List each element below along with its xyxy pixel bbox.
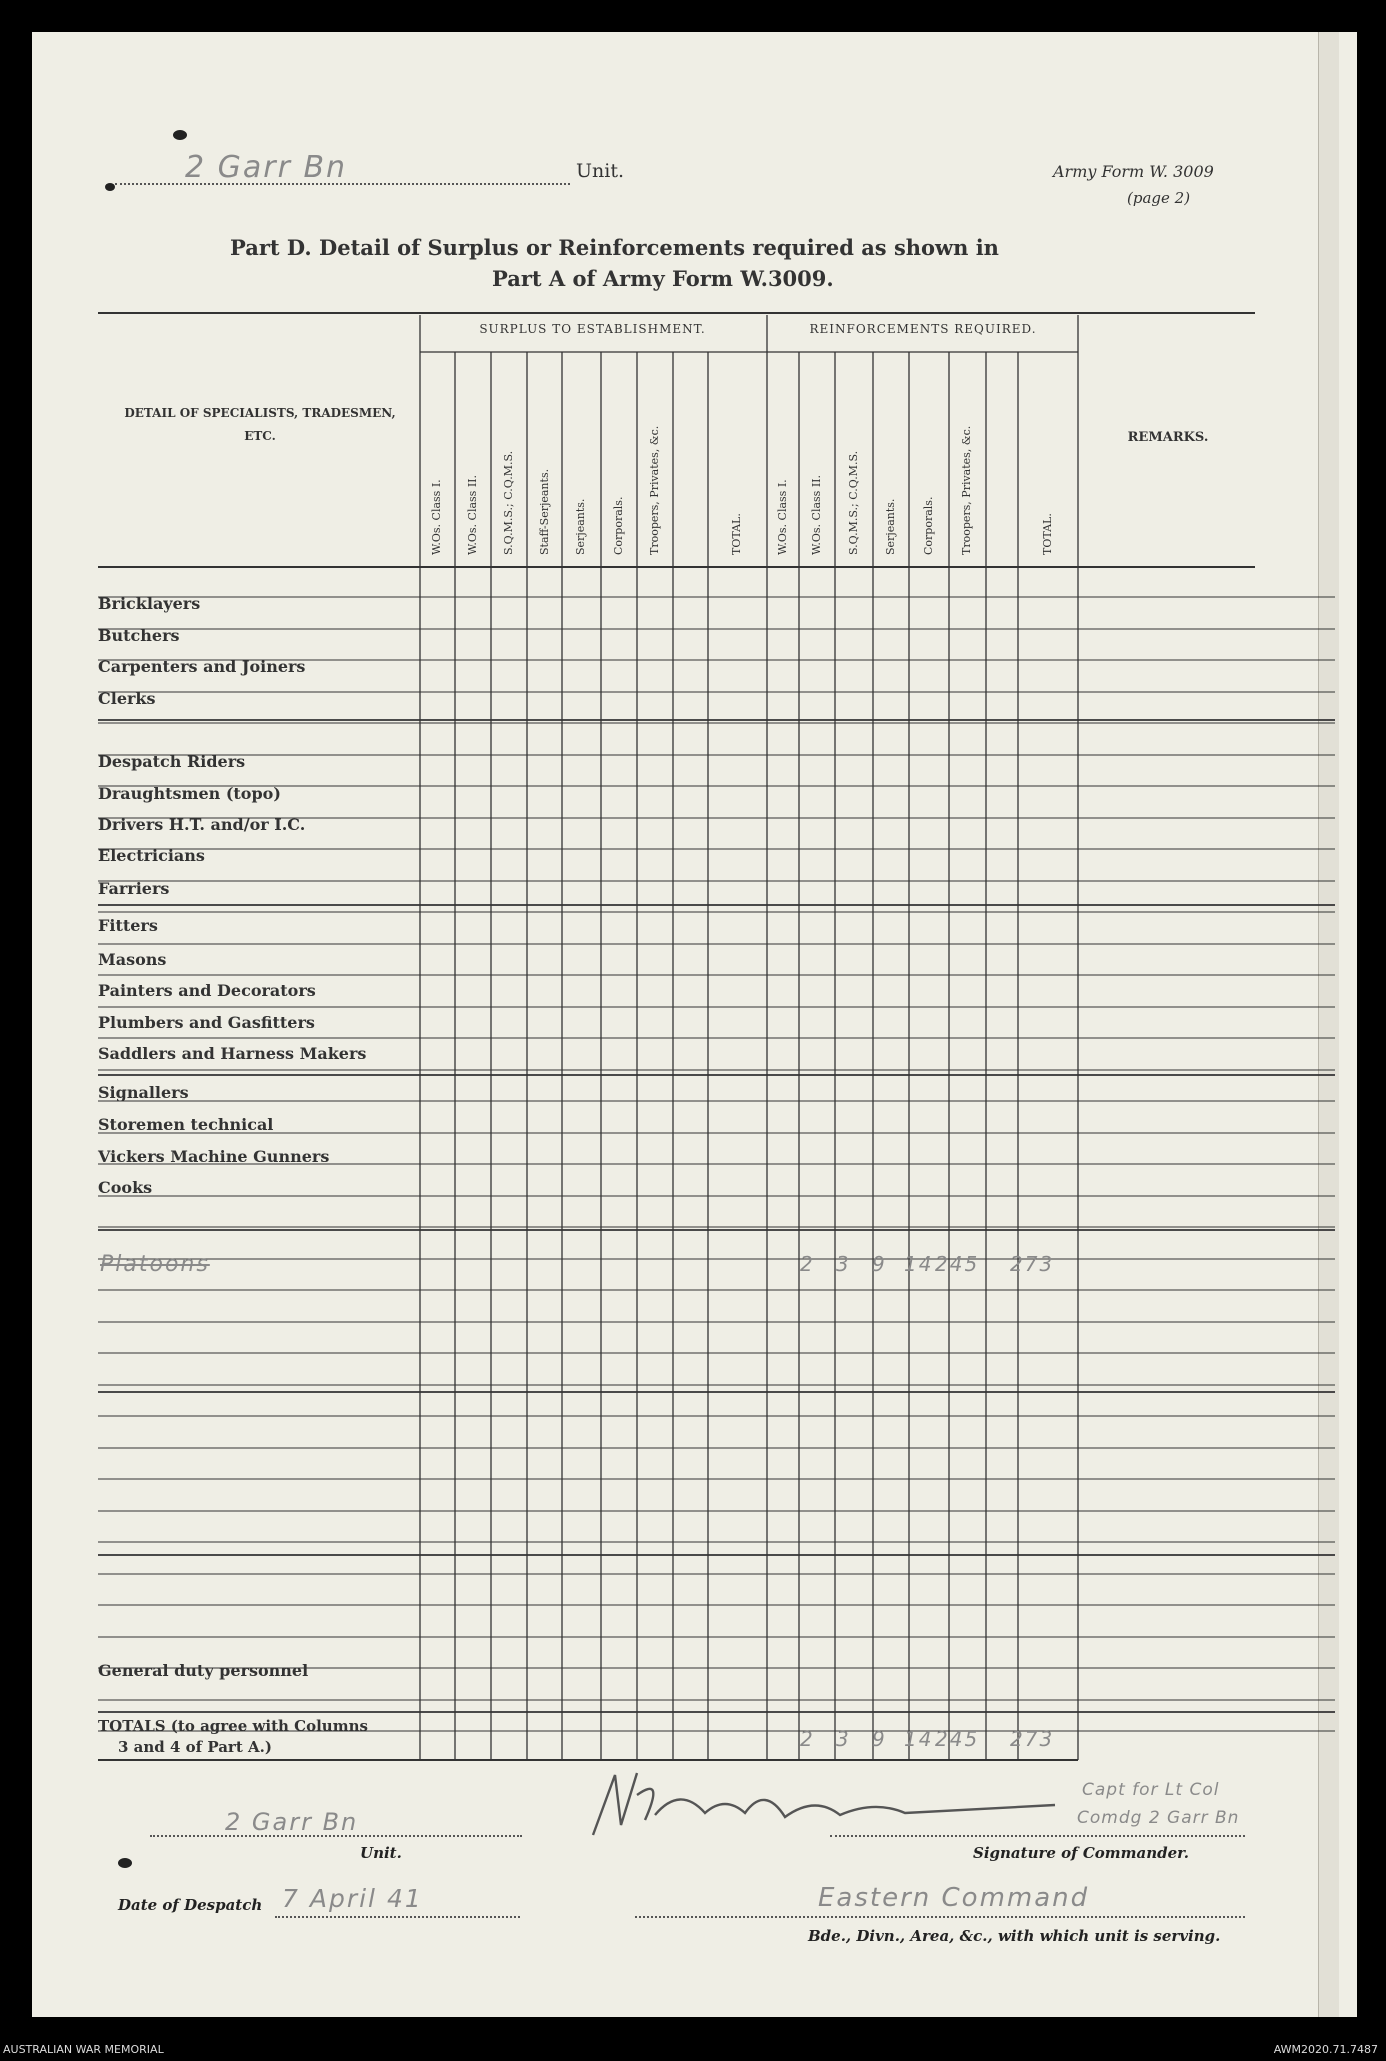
surplus-column-header: Corporals. bbox=[612, 496, 625, 555]
command-handwritten: Eastern Command bbox=[818, 1883, 1090, 1913]
surplus-column-header: W.Os. Class I. bbox=[430, 479, 443, 555]
surplus-column-header: Troopers, Privates, &c. bbox=[648, 425, 661, 555]
surplus-column-header: S.Q.M.S.; C.Q.M.S. bbox=[502, 450, 515, 555]
command-dotted-line bbox=[635, 1916, 1245, 1918]
totals-label-line1: TOTALS (to agree with Columns bbox=[98, 1717, 368, 1735]
trade-row-label: Masons bbox=[98, 950, 167, 969]
trade-row-label: Butchers bbox=[98, 626, 180, 645]
trade-row-label: Farriers bbox=[98, 879, 170, 898]
form-title-line1: Part D. Detail of Surplus or Reinforcements required as shown in bbox=[230, 235, 999, 260]
trade-row-label: Signallers bbox=[98, 1083, 189, 1102]
platoons-value: 9 bbox=[872, 1252, 887, 1276]
commander-signature bbox=[585, 1755, 1145, 1845]
date-dotted-line bbox=[275, 1916, 520, 1918]
trade-row-label: Drivers H.T. and/or I.C. bbox=[98, 815, 306, 834]
surplus-column-header: TOTAL. bbox=[730, 513, 743, 555]
trade-row-label: Cooks bbox=[98, 1178, 153, 1197]
totals-value: 2 bbox=[800, 1727, 815, 1751]
platoons-value: 14 bbox=[904, 1252, 934, 1276]
date-handwritten: 7 April 41 bbox=[282, 1884, 423, 1913]
archive-left: AUSTRALIAN WAR MEMORIAL bbox=[3, 2043, 164, 2056]
trade-row-label: Carpenters and Joiners bbox=[98, 657, 306, 676]
surplus-column-header: Serjeants. bbox=[574, 498, 587, 555]
platoons-value: 3 bbox=[836, 1252, 851, 1276]
surplus-column-header: W.Os. Class II. bbox=[466, 474, 479, 555]
reinforcements-header: REINFORCEMENTS REQUIRED. bbox=[809, 322, 1037, 336]
totals-value: 273 bbox=[1010, 1727, 1055, 1751]
trade-row-label: Clerks bbox=[98, 689, 156, 708]
unit-label: Unit. bbox=[576, 160, 625, 182]
remarks-header: REMARKS. bbox=[1127, 430, 1209, 445]
totals-value: 245 bbox=[935, 1727, 980, 1751]
reinforcement-column-header: TOTAL. bbox=[1041, 513, 1054, 555]
signature-caption: Signature of Commander. bbox=[973, 1844, 1189, 1862]
command-caption: Bde., Divn., Area, &c., with which unit is serving. bbox=[808, 1927, 1221, 1945]
totals-value: 14 bbox=[904, 1727, 934, 1751]
date-label: Date of Despatch bbox=[118, 1896, 263, 1914]
totals-value: 9 bbox=[872, 1727, 887, 1751]
form-title-line2: Part A of Army Form W.3009. bbox=[492, 266, 834, 291]
signature-note2: Comdg 2 Garr Bn bbox=[1077, 1808, 1240, 1828]
general-duty-label: General duty personnel bbox=[98, 1661, 309, 1680]
reinforcement-column-header: W.Os. Class II. bbox=[810, 474, 823, 555]
trade-row-label: Vickers Machine Gunners bbox=[98, 1147, 330, 1166]
reinforcement-column-header: W.Os. Class I. bbox=[776, 479, 789, 555]
unit-footer-handwritten: 2 Garr Bn bbox=[225, 1808, 359, 1836]
reinforcement-column-header: Corporals. bbox=[922, 496, 935, 555]
reinforcement-column-header: Troopers, Privates, &c. bbox=[960, 425, 973, 555]
trade-row-label: Saddlers and Harness Makers bbox=[98, 1044, 367, 1063]
platoons-value: 245 bbox=[935, 1252, 980, 1276]
form-name: Army Form W. 3009 bbox=[1053, 162, 1214, 181]
platoons-handwritten: Platoons bbox=[100, 1252, 210, 1277]
signature-note: Capt for Lt Col bbox=[1082, 1780, 1220, 1800]
platoons-value: 2 bbox=[800, 1252, 815, 1276]
detail-header: DETAIL OF SPECIALISTS, TRADESMEN, ETC. bbox=[124, 406, 396, 443]
trade-row-label: Painters and Decorators bbox=[98, 981, 316, 1000]
archive-footer bbox=[0, 2031, 1386, 2061]
trade-row-label: Draughtsmen (topo) bbox=[98, 784, 281, 803]
trade-row-label: Plumbers and Gasfitters bbox=[98, 1013, 315, 1032]
totals-value: 3 bbox=[836, 1727, 851, 1751]
totals-label-line2: 3 and 4 of Part A.) bbox=[118, 1738, 272, 1756]
trade-row-label: Electricians bbox=[98, 846, 205, 865]
surplus-column-header: Staff-Serjeants. bbox=[538, 468, 551, 555]
signature-dotted-line bbox=[830, 1835, 1245, 1837]
reinforcement-column-header: Serjeants. bbox=[884, 498, 897, 555]
archive-right: AWM2020.71.7487 bbox=[1273, 2043, 1378, 2056]
unit-footer-caption: Unit. bbox=[360, 1844, 402, 1862]
trade-row-label: Bricklayers bbox=[98, 594, 201, 613]
trade-row-label: Fitters bbox=[98, 916, 158, 935]
trade-row-label: Storemen technical bbox=[98, 1115, 274, 1134]
surplus-header: SURPLUS TO ESTABLISHMENT. bbox=[479, 322, 706, 336]
platoons-value: 273 bbox=[1010, 1252, 1055, 1276]
reinforcement-column-header: S.Q.M.S.; C.Q.M.S. bbox=[847, 450, 860, 555]
trade-row-label: Despatch Riders bbox=[98, 752, 246, 771]
unit-handwritten: 2 Garr Bn bbox=[185, 150, 348, 185]
page-ref: (page 2) bbox=[1127, 189, 1191, 207]
